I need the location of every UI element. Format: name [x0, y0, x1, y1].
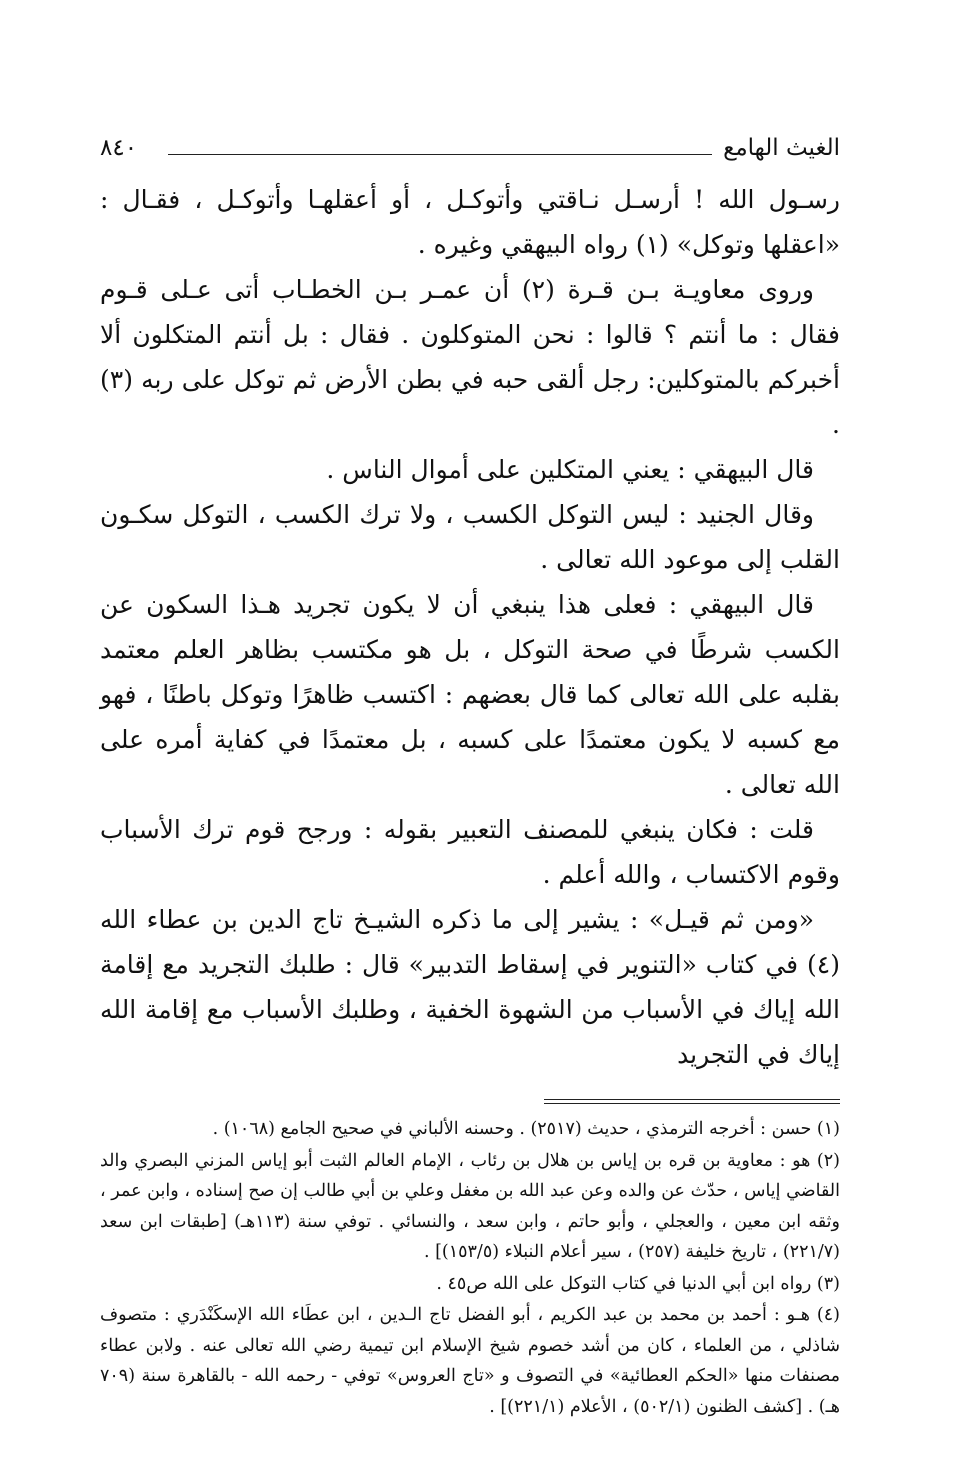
- footnote: (٤) هـو : أحمد بن محمد بن عبد الكريم ، أبو الفضل تاج الـدين ، ابن عطَاء الله الإسكَنْدَري : متصوف شاذلي ، من العلماء ، كان من أشد خصوم شيخ الإسلام ابن تيمية رضي الله تعالى عنه . ولابن عطاء مصنفات منها «الحكم العطائية» في التصوف و «تاج العروس» توفي - رحمه الله - بالقاهرة سنة (٧٠٩ هـ) . [كشف الظنون (٥٠٢/١) ، الأعلام (٢٢١/١)] .: [100, 1305, 840, 1417]
- paragraph: وروى معاويـة بـن قـرة (٢) أن عمـر بـن الخطـاب أتى عـلى قـوم فقال : ما أنتم ؟ قالوا : نحن المتوكلون . فقال : بل أنتم المتكلون ألا أخبركم بالمتوكلين: رجل ألقى حبه في بطن الأرض ثم توكل على ربه (٣) .: [100, 275, 840, 439]
- footnote: (٣) رواه ابن أبي الدنيا في كتاب التوكل على الله ص٤٥ .: [436, 1273, 840, 1294]
- paragraph: رسـول الله ! أرسـل نـاقتي وأتوكـل ، أو أعقلهـا وأتوكـل ، فقـال : «اعقلها وتوكل» (١) رواه البيهقي وغيره .: [100, 185, 840, 259]
- book-title: الغيث الهامع: [723, 135, 840, 161]
- footnote: (٢) هو : معاوية بن قره بن إياس بن هلال بن رئاب ، الإمام العالم الثبت أبو إياس المزني البصري والد القاضي إياس ، حدّث عن والده وعن عبد الله بن مغفل وعلي بن أبي طالب إن صح إسناده ، وابن عمر ، وثقه ابن معين ، والعجلي ، وأبو حاتم ، وابن سعد ، والنسائي . توفي سنة (١١٣هـ) [طبقات ابن سعد (٢٢١/٧) ، تاريخ خليفة (٢٥٧) ، سير أعلام النبلاء (١٥٣/٥)] .: [100, 1150, 840, 1262]
- footnote-separator: [544, 1099, 840, 1104]
- book-page: [100, 125, 840, 1423]
- paragraph: قال البيهقي : يعني المتكلين على أموال الناس .: [326, 455, 814, 484]
- footnote: (١) حسن : أخرجه الترمذي ، حديث (٢٥١٧) . وحسنه الألباني في صحيح الجامع (١٠٦٨) .: [212, 1119, 840, 1139]
- main-text: [100, 177, 840, 1077]
- footnotes: [100, 1114, 840, 1422]
- page-number: ٨٤٠: [100, 135, 138, 161]
- paragraph: قال البيهقي : فعلى هذا ينبغي أن لا يكون تجريد هـذا السكون عن الكسب شرطًا في صحة التوكل ، بل هو مكتسب بظاهر العلم معتمد بقلبه على الله تعالى كما قال بعضهم : اكتسب ظاهرًا وتوكل باطنًا ، فهو مع كسبه لا يكون معتمدًا على كسبه ، بل معتمدًا في كفاية أمره على الله تعالى .: [100, 590, 840, 799]
- running-header: [100, 125, 840, 165]
- paragraph: وقال الجنيد : ليس التوكل الكسب ، ولا ترك الكسب ، التوكل سكـون القلب إلى موعود الله تعالى .: [100, 500, 840, 574]
- paragraph: قلت : فكان ينبغي للمصنف التعبير بقوله : ورجح قوم ترك الأسباب وقوم الاكتساب ، والله أعلم .: [100, 815, 840, 889]
- header-rule: [168, 154, 712, 155]
- paragraph: «ومن ثم قيـل» : يشير إلى ما ذكره الشيـخ تاج الدين بن عطاء الله (٤) في كتاب «التنوير في إسقاط التدبير» قال : طلبك التجريد مع إقامة الله إياك في الأسباب من الشهوة الخفية ، وطلبك الأسباب مع إقامة الله إياك في التجريد: [100, 905, 840, 1069]
